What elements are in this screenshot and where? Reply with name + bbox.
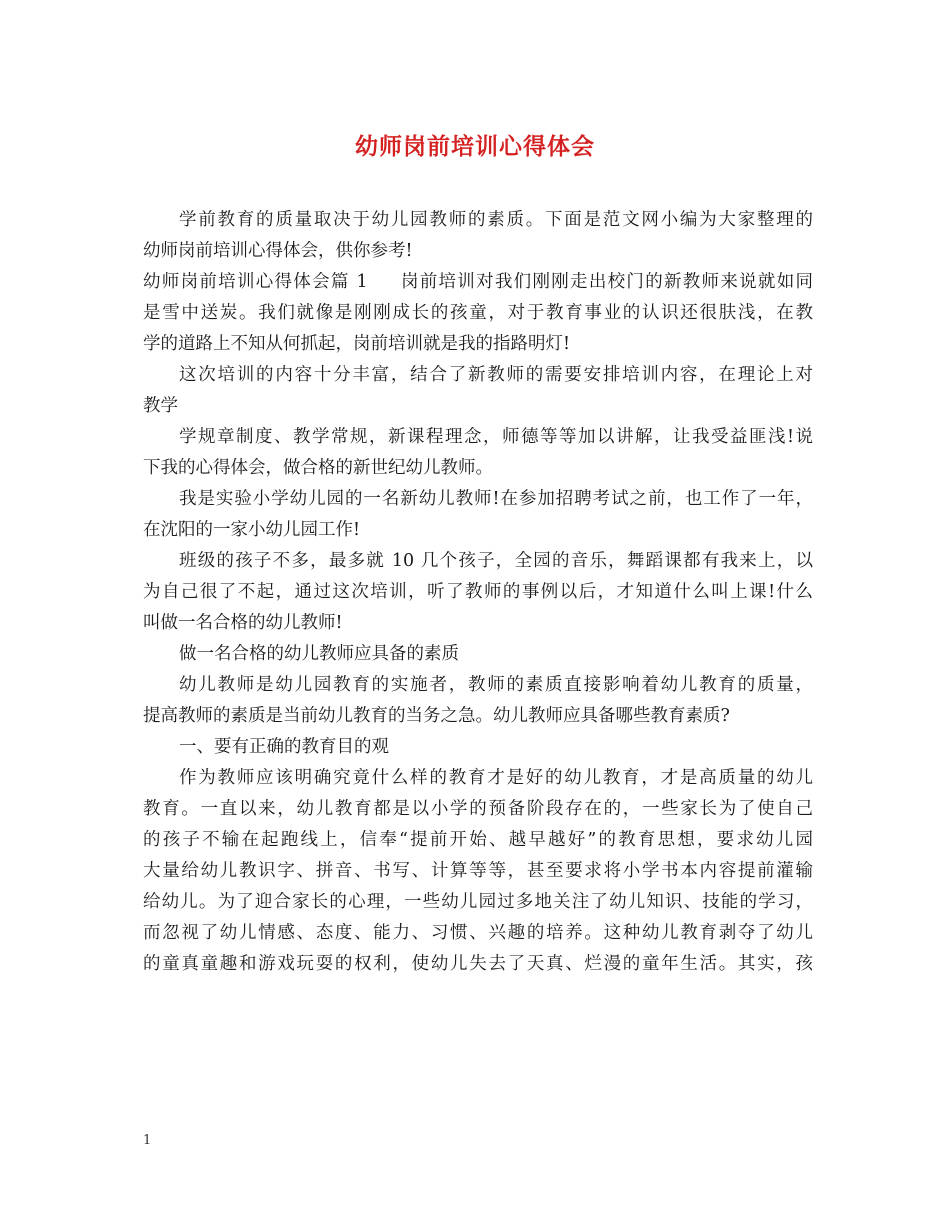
text-line: 是雪中送炭。我们就像是刚刚成长的孩童，对于教育事业的认识还很肤浅，在教 (143, 303, 813, 323)
text-line: 为自己很了不起，通过这次培训，听了教师的事例以后，才知道什么叫上课!什么 (143, 582, 813, 602)
text-line: 幼儿教师是幼儿园教育的实施者，教师的素质直接影响着幼儿教育的质量， (179, 675, 813, 695)
section-heading: 幼师岗前培训心得体会篇 1 (143, 272, 368, 292)
text-line: 大量给幼儿教识字、拼音、书写、计算等等，甚至要求将小学书本内容提前灌输 (143, 861, 813, 881)
text-line: 我是实验小学幼儿园的一名新幼儿教师!在参加招聘考试之前，也工作了一年， (179, 489, 813, 509)
text-line: 学的道路上不知从何抓起，岗前培训就是我的指路明灯! (143, 334, 571, 354)
text-line: 的童真童趣和游戏玩耍的权利，使幼儿失去了天真、烂漫的童年生活。其实，孩 (143, 954, 813, 974)
subheading: 做一名合格的幼儿教师应具备的素质 (179, 644, 459, 664)
text-line: 幼师岗前培训心得体会，供你参考! (143, 241, 413, 261)
text-line: 学前教育的质量取决于幼儿园教师的素质。下面是范文网小编为大家整理的 (179, 210, 813, 230)
text-line: 教育。一直以来，幼儿教育都是以小学的预备阶段存在的，一些家长为了使自己 (143, 799, 813, 819)
subheading: 一、要有正确的教育目的观 (179, 737, 389, 757)
page-number: 1 (143, 1133, 152, 1148)
text-line: 下我的心得体会，做合格的新世纪幼儿教师。 (143, 458, 493, 478)
text-line: 作为教师应该明确究竟什么样的教育才是好的幼儿教育，才是高质量的幼儿 (179, 768, 813, 788)
document-body (143, 205, 813, 980)
document-title: 幼师岗前培训心得体会 (355, 133, 595, 160)
text-line: 学规章制度、教学常规，新课程理念，师德等等加以讲解，让我受益匪浅!说 (179, 427, 813, 447)
text-line: 叫做一名合格的幼儿教师! (143, 613, 343, 633)
text-run: 岗前培训对我们刚刚走出校门的新教师来说就如同 (399, 272, 813, 292)
text-line: 给幼儿。为了迎合家长的心理，一些幼儿园过多地关注了幼儿知识、技能的学习， (143, 892, 813, 912)
text-line: 班级的孩子不多，最多就 10 几个孩子，全园的音乐，舞蹈课都有我来上，以 (179, 551, 813, 571)
text-line: 而忽视了幼儿情感、态度、能力、习惯、兴趣的培养。这种幼儿教育剥夺了幼儿 (143, 923, 813, 943)
text-line (143, 267, 813, 298)
text-line: 提高教师的素质是当前幼儿教育的当务之急。幼儿教师应具备哪些教育素质? (143, 706, 730, 726)
text-line: 在沈阳的一家小幼儿园工作! (143, 520, 361, 540)
text-line: 教学 (143, 396, 178, 416)
text-line: 的孩子不输在起跑线上，信奉“提前开始、越早越好”的教育思想，要求幼儿园 (143, 830, 813, 850)
text-line: 这次培训的内容十分丰富，结合了新教师的需要安排培训内容，在理论上对 (179, 365, 813, 385)
